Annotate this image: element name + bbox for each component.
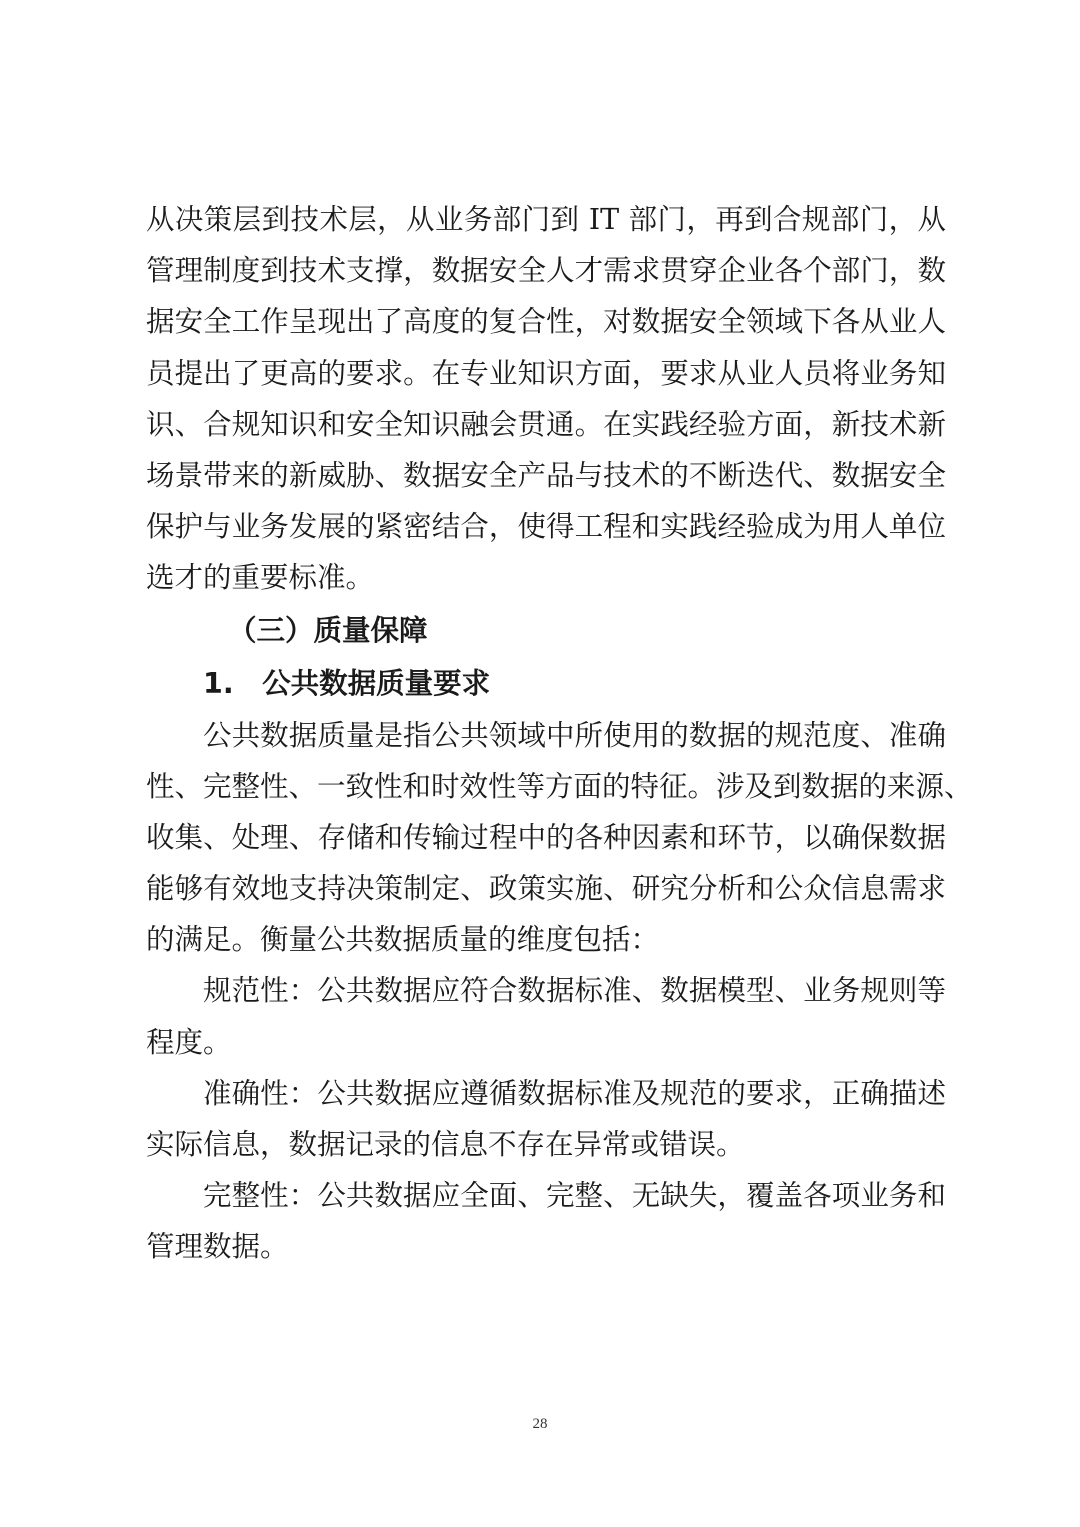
text-line: 从决策层到技术层，从业务部门到 IT 部门，再到合规部门，从 [146, 203, 946, 236]
paragraph-3 [146, 965, 946, 1067]
text-line: 管理数据。 [146, 1230, 289, 1264]
text-line: 准确性：公共数据应遵循数据标准及规范的要求，正确描述 [203, 1076, 946, 1110]
text-line: 公共数据质量是指公共领域中所使用的数据的规范度、准确 [203, 718, 946, 752]
text-line: 完整性：公共数据应全面、完整、无缺失，覆盖各项业务和 [203, 1179, 946, 1213]
paragraph-2 [146, 710, 973, 966]
text-line: 能够有效地支持决策制定、政策实施、研究分析和公众信息需求 [146, 872, 946, 906]
section-heading: （三）质量保障 [228, 613, 428, 647]
paragraph-5 [146, 1170, 946, 1272]
text-line: 收集、处理、存储和传输过程中的各种因素和环节，以确保数据 [146, 820, 946, 854]
document-body [146, 194, 973, 1273]
text-line: 实际信息，数据记录的信息不存在异常或错误。 [146, 1128, 745, 1161]
text-line: 规范性：公共数据应符合数据标准、数据模型、业务规则等 [203, 974, 946, 1008]
text-line: 管理制度到技术支撑，数据安全人才需求贯穿企业各个部门，数 [146, 254, 946, 288]
paragraph-1 [146, 194, 946, 604]
text-line: 据安全工作呈现出了高度的复合性，对数据安全领域下各从业人 [146, 305, 946, 339]
text-line: 保护与业务发展的紧密结合，使得工程和实践经验成为用人单位 [146, 510, 946, 544]
text-line: 员提出了更高的要求。在专业知识方面，要求从业人员将业务知 [146, 356, 946, 390]
page-number: 28 [532, 1416, 548, 1432]
paragraph-4 [146, 1068, 946, 1170]
text-line: 场景带来的新威胁、数据安全产品与技术的不断迭代、数据安全 [146, 458, 946, 492]
text-line: 性、完整性、一致性和时效性等方面的特征。涉及到数据的来源、 [146, 769, 973, 803]
text-line: 程度。 [146, 1025, 232, 1059]
text-line: 的满足。衡量公共数据质量的维度包括： [146, 923, 660, 957]
text-line: 识、合规知识和安全知识融会贯通。在实践经验方面，新技术新 [146, 407, 946, 441]
text-line: 选才的重要标准。 [146, 561, 375, 595]
subsection-heading: 1. 公共数据质量要求 [203, 666, 491, 700]
